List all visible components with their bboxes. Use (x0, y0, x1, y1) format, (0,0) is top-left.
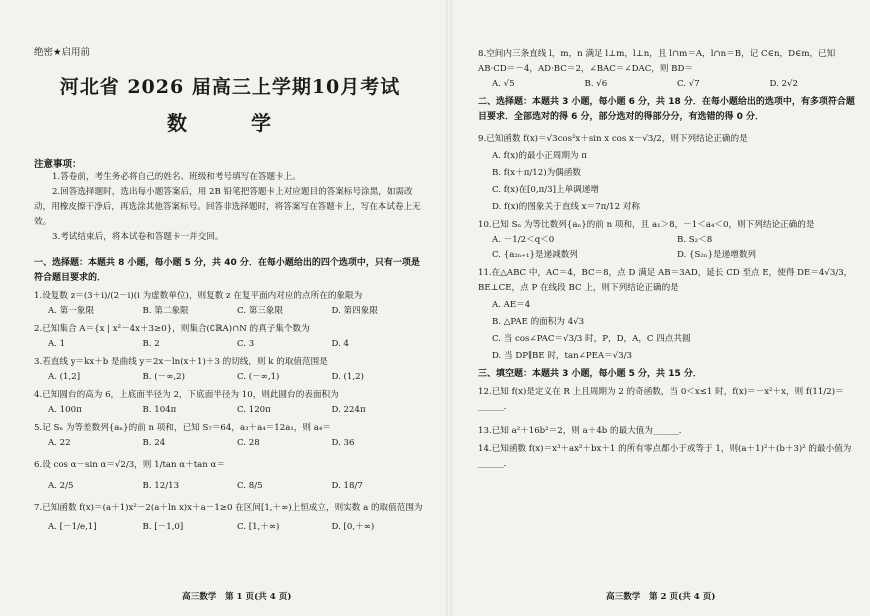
option: B. 2 (142, 339, 160, 349)
question-6-options (34, 479, 426, 494)
notice-item: 1.答卷前，考生务必将自己的姓名、班级和考号填写在答题卡上。 (52, 172, 301, 182)
notice-item: 3.考试结束后，将本试卷和答题卡一并交回。 (52, 232, 224, 242)
option: B. 24 (142, 438, 166, 448)
section-one-heading: 一、选择题：本题共 8 小题，每小题 5 分，共 40 分．在每小题给出的四个选项中，只有一项是符合题目要求的． (34, 258, 420, 283)
option: A. 第一象限 (48, 306, 95, 316)
option: D. 224π (331, 405, 366, 415)
option: C. 当 cos∠PAC＝√3/3 时，P，D，A，C 四点共圆 (492, 334, 691, 344)
option: B. 12/13 (142, 481, 180, 491)
notice-item: 2.回答选择题时，选出每小题答案后，用 2B 铅笔把答题卡上对应题目的答案标号涂黑，如需改动，用橡皮擦干净后，再选涂其他答案标号。回答非选择题时，将答案写在答题卡上，写在本试卷上无效。 (34, 187, 421, 227)
question-3: 3.若直线 y＝kx＋b 是曲线 y＝2x－ln(x＋1)＋3 的切线，则 k 的取值范围是 (34, 357, 328, 367)
question-8-options (478, 77, 862, 92)
option: C. 3 (237, 339, 255, 349)
question-5-options (34, 436, 426, 451)
option: A. 100π (48, 405, 82, 415)
page-two (458, 0, 870, 616)
option: D. 当 DP∥BE 时，tan∠PEA＝√3/3 (492, 351, 632, 361)
option: A. 22 (48, 438, 71, 448)
option: C. 120π (237, 405, 271, 415)
option: C. {a₂ₙ₊₁}是递减数列 (492, 250, 578, 260)
option: A. －1/2＜q＜0 (492, 235, 555, 245)
option: D. 2√2 (769, 79, 798, 89)
page-fold (446, 0, 452, 616)
section-three-heading: 三、填空题：本题共 3 小题，每小题 5 分，共 15 分． (478, 369, 702, 379)
question-11: 11.在△ABC 中，AC＝4，BC＝8，点 D 满足 AB＝3AD，延长 CD 至点 E，使得 DE＝4√3/3，BE⊥CE，点 P 在线段 BC 上，则下列结论正确的是 (478, 268, 853, 293)
question-9: 9.已知函数 f(x)＝√3cos²x＋sin x cos x－√3/2，则下列结论正确的是 (478, 134, 748, 144)
page-footer: 高三数学 第 2 页(共 4 页) (606, 592, 716, 602)
option: C. [1,＋∞) (237, 522, 280, 532)
option: B. √6 (584, 79, 608, 89)
option: B. 第二象限 (142, 306, 189, 316)
option: A. √5 (492, 79, 515, 89)
option: D. 18/7 (331, 481, 363, 491)
option: D. 第四象限 (331, 306, 378, 316)
option: A. (1,2] (48, 372, 81, 382)
option: B. 104π (142, 405, 177, 415)
question-10: 10.已知 Sₙ 为等比数列{aₙ}的前 n 项和，且 a₁＞8，－1＜a₄＜0，则下列结论正确的是 (478, 220, 815, 230)
option: B. (－∞,2) (142, 372, 185, 382)
notice-heading: 注意事项： (34, 159, 82, 170)
option: C. √7 (677, 79, 700, 89)
option: C. (－∞,1) (237, 372, 280, 382)
option: D. (1,2) (331, 372, 364, 382)
question-10-options-row2 (478, 248, 862, 263)
option: D. 4 (331, 339, 350, 349)
option: D. [0,＋∞) (331, 522, 375, 532)
question-4-options (34, 403, 426, 418)
option: A. 2/5 (48, 481, 74, 491)
question-3-options (34, 370, 426, 385)
question-8: 8.空间内三条直线 l，m，n 满足 l⊥m，l⊥n，且 l∩m＝A，l∩n＝B，记 C∈n，D∈m，已知 AB·CD＝－4，AD·BC＝2，∠BAC＝∠DAC，则 BD＝ (478, 49, 836, 74)
section-two-heading: 二、选择题：本题共 3 小题，每小题 6 分，共 18 分．在每小题给出的选项中，有多项符合题目要求．全部选对的得 6 分，部分选对的得部分分，有选错的得 0 分． (478, 97, 855, 122)
option: D. 36 (331, 438, 355, 448)
option: B. f(x＋π/12)为偶函数 (492, 168, 581, 178)
option: A. AE＝4 (492, 300, 531, 310)
question-7-options (34, 520, 426, 535)
page-footer: 高三数学 第 1 页(共 4 页) (182, 592, 292, 602)
question-4: 4.已知圆台的高为 6，上底面半径为 2，下底面半径为 10，则此圆台的表面积为 (34, 390, 339, 400)
option: C. 第三象限 (237, 306, 284, 316)
question-10-options-row1 (478, 233, 862, 248)
option: A. 1 (48, 339, 66, 349)
question-5: 5.记 Sₙ 为等差数列{aₙ}的前 n 项和，已知 S₇＝64，a₃＋a₄＝12a₁，则 a₄＝ (34, 423, 331, 433)
question-1-options (34, 304, 426, 319)
question-14: 14.已知函数 f(x)＝x³＋ax²＋bx＋1 的所有零点都小于或等于 1，则(a＋1)²＋(b＋3)² 的最小值为______． (478, 444, 852, 469)
question-6: 6.设 cos α－sin α＝√2/3，则 1/tan α＋tan α＝ (34, 460, 225, 470)
option: B. △PAE 的面积为 4√3 (492, 317, 585, 327)
option: C. 8/5 (237, 481, 263, 491)
option: C. f(x)在[0,π/3]上单调递增 (492, 185, 599, 195)
question-13: 13.已知 a²＋16b²＝2，则 a＋4b 的最大值为______． (478, 426, 688, 436)
option: C. 28 (237, 438, 260, 448)
secret-label: 绝密★启用前 (34, 47, 91, 58)
question-1: 1.设复数 z＝(3＋i)/(2－i)(i 为虚数单位)，则复数 z 在复平面内对应的点所在的象限为 (34, 291, 363, 301)
exam-title: 河北省 2026 届高三上学期10月考试 (59, 76, 401, 98)
question-12: 12.已知 f(x)是定义在 R 上且周期为 2 的奇函数，当 0＜x≤1 时，f(x)＝－x²＋x，则 f(11/2)＝______． (478, 387, 844, 412)
option: A. f(x)的最小正周期为 π (492, 151, 587, 161)
option: B. S₂＜8 (677, 235, 713, 245)
subject-title: 数 学 (167, 111, 293, 135)
question-2: 2.已知集合 A＝{x | x²－4x＋3≥0}，则集合(∁ℝA)∩N 的真子集个数为 (34, 324, 310, 334)
question-7: 7.已知函数 f(x)＝(a＋1)x²－2(a＋ln x)x＋a－1≥0 在区间[1,＋∞)上恒成立，则实数 a 的取值范围为 (34, 503, 423, 513)
question-2-options (34, 337, 426, 352)
option: A. [－1/e,1] (48, 522, 97, 532)
option: D. {S₂ₙ}是递增数列 (677, 250, 757, 260)
option: D. f(x)的图象关于直线 x＝7π/12 对称 (492, 202, 640, 212)
option: B. [－1,0] (142, 522, 184, 532)
